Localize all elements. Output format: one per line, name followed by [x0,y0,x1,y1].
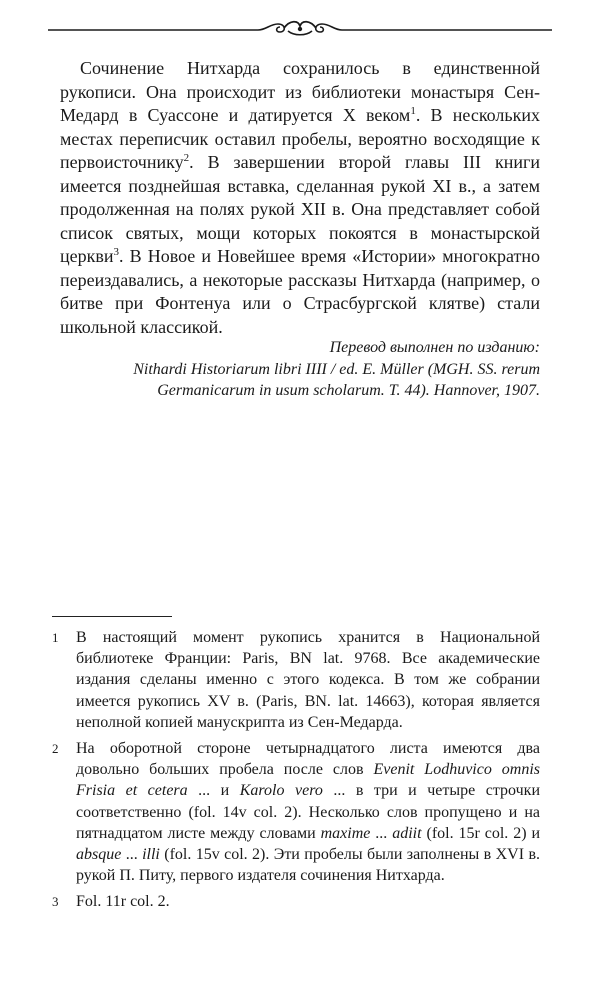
footnote-number: 1 [52,630,59,645]
footnote-text: ... и [187,782,240,800]
footnote-ref-2[interactable]: 2 [183,152,190,164]
footnote-number: 2 [52,741,59,757]
footnote-ref-1[interactable]: 1 [410,105,416,117]
paragraph-text-4: . В Новое и Новейшее время «Истории» многократно переиздавались, а некоторые рассказы Нитхарда (например, о битве при Фонтенуа или о Страсбургской клятве) стали школьной классикой. [60,246,540,337]
main-paragraph [60,57,540,339]
source-line-2: Nithardi Historiarum libri IIII / ed. E. Müller (MGH. SS. rerum [133,360,540,378]
translation-source [60,337,540,402]
footnote-text: В настоящий момент рукопись хранится в Национальной библиотеке Франции: Paris, BN lat. 9768. Все академические издания сделаны именно с этого кодекса. В том же собрании имеется рукопись XV в. (Paris, BN. lat. 14663), которая является неполной копией манускрипта из Сен-Медарда. [76,629,540,731]
latin-quote: illi [142,846,160,864]
latin-quote: adiit [392,824,422,842]
footnote-1 [52,627,540,733]
footnote-text: ... [370,824,393,842]
footnote-text: На оборотной стороне четырнадцатого листа имеются два довольно больших пробела после слов [76,740,540,779]
footnote-text: ... в три и четыре строчки соответственно (fol. 14v col. 2). Несколько слов пропущено и на пятнадцатом листе между словами [76,782,541,842]
source-line-1: Перевод выполнен по изданию: [329,339,540,356]
footnote-text: Fol. 11r col. 2. [76,893,170,911]
paragraph-text-1: Сочинение Нитхарда сохранилось в единственной рукописи. Она происходит из библиотеки монастыря Сен-Медард в Суассоне и датируется X веком [60,58,540,125]
footnote-text: (fol. 15v col. 2). Эти пробелы были заполнены в XVI в. рукой П. Питу, первого издателя сочинения Нитхарда. [76,846,540,885]
footnotes [52,627,540,918]
source-line-3: Germanicarum in usum scholarum. T. 44). Hannover, 1907. [157,382,540,399]
paragraph-text-2: . В нескольких местах переписчик оставил пробелы, вероятно восходящие к первоисточнику [60,105,540,172]
latin-quote: maxime [320,824,371,842]
footnote-3 [52,891,540,912]
latin-quote: Karolo vero [239,782,323,800]
footnote-2 [52,738,540,886]
footnote-number: 3 [52,894,59,910]
header-ornament [48,16,552,38]
latin-quote: Evenit Lodhuvico omnis Frisia et cetera [76,761,541,800]
footnote-text: (fol. 15r col. 2) и [421,824,541,842]
paragraph-text-3: . В завершении второй главы III книги имеется позднейшая вставка, сделанная рукой XI в., а затем продолженная на полях рукой XII в. Она представляет собой список святых, мощи которых покоятся в монастырской церкви [60,152,540,266]
footnote-text: ... [121,846,143,864]
latin-quote: absque [76,846,122,864]
footnote-divider [52,616,172,617]
footnote-ref-3[interactable]: 3 [113,246,119,258]
